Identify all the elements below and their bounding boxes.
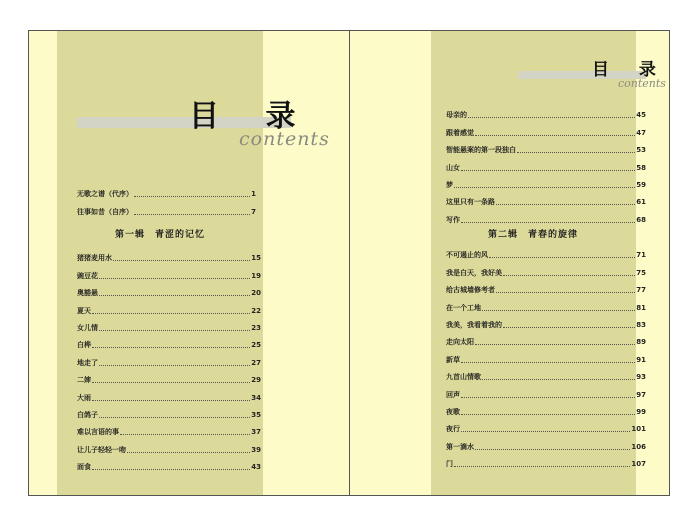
- left-page-title: 目 录: [189, 99, 314, 134]
- dot-leader: [496, 204, 635, 205]
- toc-entry-page: 81: [636, 303, 646, 312]
- toc-entry-title: 大雨: [77, 393, 91, 402]
- dot-leader: [461, 362, 635, 363]
- right-continued-list: [446, 102, 646, 224]
- toc-entry-page: 34: [251, 393, 261, 402]
- toc-entry-title: 这里只有一条路: [446, 198, 495, 207]
- toc-entry-page: 29: [251, 376, 261, 385]
- toc-entry-page: 101: [631, 425, 646, 434]
- toc-entry: [77, 181, 256, 198]
- toc-entry-page: 58: [636, 163, 646, 172]
- dot-leader: [454, 187, 635, 188]
- toc-entry-title: 智能悬案的第一段独白: [446, 146, 516, 155]
- toc-entry-page: 37: [251, 428, 261, 437]
- dot-leader: [489, 257, 635, 258]
- toc-entry-title: 门: [446, 460, 453, 469]
- toc-entry-title: 白鸽子: [77, 410, 98, 419]
- toc-entry: [446, 416, 646, 433]
- dot-leader: [461, 222, 635, 223]
- toc-entry-page: 43: [251, 463, 261, 472]
- right-section-heading: 第二辑 青春的旋律: [488, 230, 579, 240]
- dot-leader: [475, 135, 635, 136]
- toc-entry-title: 无歌之谱（代序）: [77, 190, 133, 199]
- toc-entry: [77, 297, 261, 314]
- toc-entry-title: 豌豆花: [77, 271, 98, 280]
- dot-leader: [461, 414, 635, 415]
- toc-entry-title: 跟着感觉: [446, 128, 474, 137]
- toc-entry: [446, 102, 646, 119]
- toc-entry: [77, 280, 261, 297]
- dot-leader: [496, 292, 635, 293]
- toc-entry-title: 写作: [446, 215, 460, 224]
- toc-entry-title: 难以言语的事: [77, 428, 119, 437]
- dot-leader: [475, 344, 635, 345]
- toc-entry: [446, 259, 646, 276]
- toc-entry: [77, 245, 261, 262]
- toc-entry: [446, 189, 646, 206]
- toc-entry: [77, 315, 261, 332]
- left-preface-list: [77, 181, 256, 216]
- toc-entry-title: 回声: [446, 390, 460, 399]
- toc-entry: [77, 419, 261, 436]
- toc-entry-title: 面食: [77, 463, 91, 472]
- toc-entry: [446, 399, 646, 416]
- dot-leader: [92, 400, 250, 401]
- dot-leader: [99, 330, 250, 331]
- toc-entry-title: 不可遏止的风: [446, 251, 488, 260]
- dot-leader: [92, 347, 250, 348]
- dot-leader: [482, 310, 635, 311]
- toc-entry: [446, 137, 646, 154]
- dot-leader: [134, 214, 250, 215]
- toc-entry-title: 九首山情歌: [446, 373, 481, 382]
- toc-entry-page: 15: [251, 254, 261, 263]
- right-page: [350, 31, 669, 495]
- dot-leader: [503, 327, 635, 328]
- toc-entry-page: 39: [251, 445, 261, 454]
- toc-entry-page: 75: [636, 268, 646, 277]
- dot-leader: [482, 379, 635, 380]
- toc-entry: [446, 294, 646, 311]
- toc-entry-title: 二婶: [77, 376, 91, 385]
- toc-entry: [446, 433, 646, 450]
- dot-leader: [461, 431, 630, 432]
- toc-entry-page: 77: [636, 286, 646, 295]
- toc-entry: [446, 242, 646, 259]
- toc-entry-title: 山女: [446, 163, 460, 172]
- right-page-subtitle: contents: [618, 77, 666, 90]
- dot-leader: [468, 117, 635, 118]
- toc-entry-page: 22: [251, 306, 261, 315]
- dot-leader: [113, 260, 250, 261]
- toc-entry-page: 35: [251, 410, 261, 419]
- toc-entry-page: 1: [251, 190, 256, 199]
- dot-leader: [517, 152, 635, 153]
- toc-entry-title: 走向太阳: [446, 338, 474, 347]
- dot-leader: [503, 275, 635, 276]
- toc-entry: [77, 454, 261, 471]
- dot-leader: [127, 452, 250, 453]
- dot-leader: [134, 196, 250, 197]
- toc-entry-title: 我美，我看着我的: [446, 320, 502, 329]
- toc-entry-title: 猪猪麦用水: [77, 254, 112, 263]
- dot-leader: [475, 449, 630, 450]
- toc-entry: [446, 451, 646, 468]
- toc-entry: [77, 349, 261, 366]
- dot-leader: [120, 434, 250, 435]
- toc-entry-title: 给古城墙修考者: [446, 286, 495, 295]
- toc-entry-page: 53: [636, 146, 646, 155]
- toc-entry-title: 我是白天，我好美: [446, 268, 502, 277]
- book-spread: [28, 30, 670, 496]
- toc-entry-page: 83: [636, 320, 646, 329]
- toc-entry-title: 在一个工地: [446, 303, 481, 312]
- dot-leader: [99, 278, 250, 279]
- toc-entry-page: 91: [636, 355, 646, 364]
- toc-entry-title: 白桦: [77, 341, 91, 350]
- toc-entry: [77, 384, 261, 401]
- left-page-subtitle: contents: [239, 128, 330, 150]
- dot-leader: [454, 466, 630, 467]
- dot-leader: [99, 365, 250, 366]
- toc-entry: [446, 154, 646, 171]
- dot-leader: [461, 170, 635, 171]
- toc-entry-page: 93: [636, 373, 646, 382]
- toc-entry-title: 新草: [446, 355, 460, 364]
- toc-entry-page: 47: [636, 128, 646, 137]
- toc-entry-page: 89: [636, 338, 646, 347]
- toc-entry-page: 107: [631, 460, 646, 469]
- toc-entry-title: 母亲的: [446, 111, 467, 120]
- toc-entry-page: 97: [636, 390, 646, 399]
- toc-entry: [77, 332, 261, 349]
- toc-entry-title: 奥豁悬: [77, 289, 98, 298]
- toc-entry-page: 23: [251, 323, 261, 332]
- left-section-heading: 第一辑 青涩的记忆: [115, 230, 206, 240]
- toc-entry-page: 20: [251, 289, 261, 298]
- toc-entry-page: 106: [631, 442, 646, 451]
- toc-entry-page: 45: [636, 111, 646, 120]
- toc-entry: [446, 329, 646, 346]
- toc-entry: [446, 206, 646, 223]
- toc-entry: [446, 364, 646, 381]
- toc-entry-title: 往事如昔（自序）: [77, 207, 133, 216]
- toc-entry-page: 25: [251, 341, 261, 350]
- toc-entry-page: 7: [251, 207, 256, 216]
- toc-entry-title: 女儿情: [77, 323, 98, 332]
- toc-entry: [446, 381, 646, 398]
- toc-entry-title: 让儿子轻轻一吻: [77, 445, 126, 454]
- dot-leader: [92, 313, 250, 314]
- toc-entry: [446, 277, 646, 294]
- dot-leader: [99, 417, 250, 418]
- toc-entry-page: 27: [251, 358, 261, 367]
- toc-entry: [77, 367, 261, 384]
- left-page: [29, 31, 349, 495]
- toc-entry: [446, 119, 646, 136]
- toc-entry-page: 71: [636, 251, 646, 260]
- toc-entry-title: 地走了: [77, 358, 98, 367]
- dot-leader: [461, 397, 635, 398]
- toc-entry-page: 99: [636, 407, 646, 416]
- toc-entry-title: 夏天: [77, 306, 91, 315]
- toc-entry-page: 68: [636, 215, 646, 224]
- dot-leader: [99, 295, 250, 296]
- right-section-list: [446, 242, 646, 468]
- toc-entry-title: 夜歌: [446, 407, 460, 416]
- left-section-list: [77, 245, 261, 471]
- toc-entry: [446, 312, 646, 329]
- toc-entry: [77, 198, 256, 215]
- toc-entry-title: 第一滴水: [446, 442, 474, 451]
- toc-entry-title: 梦: [446, 180, 453, 189]
- right-page-title: 目 录: [592, 60, 668, 80]
- toc-entry-page: 59: [636, 180, 646, 189]
- dot-leader: [92, 382, 250, 383]
- dot-leader: [92, 469, 250, 470]
- toc-entry-title: 夜行: [446, 425, 460, 434]
- toc-entry-page: 19: [251, 271, 261, 280]
- toc-entry: [77, 262, 261, 279]
- toc-entry: [446, 346, 646, 363]
- toc-entry: [77, 402, 261, 419]
- toc-entry: [77, 436, 261, 453]
- toc-entry: [446, 172, 646, 189]
- toc-entry-page: 61: [636, 198, 646, 207]
